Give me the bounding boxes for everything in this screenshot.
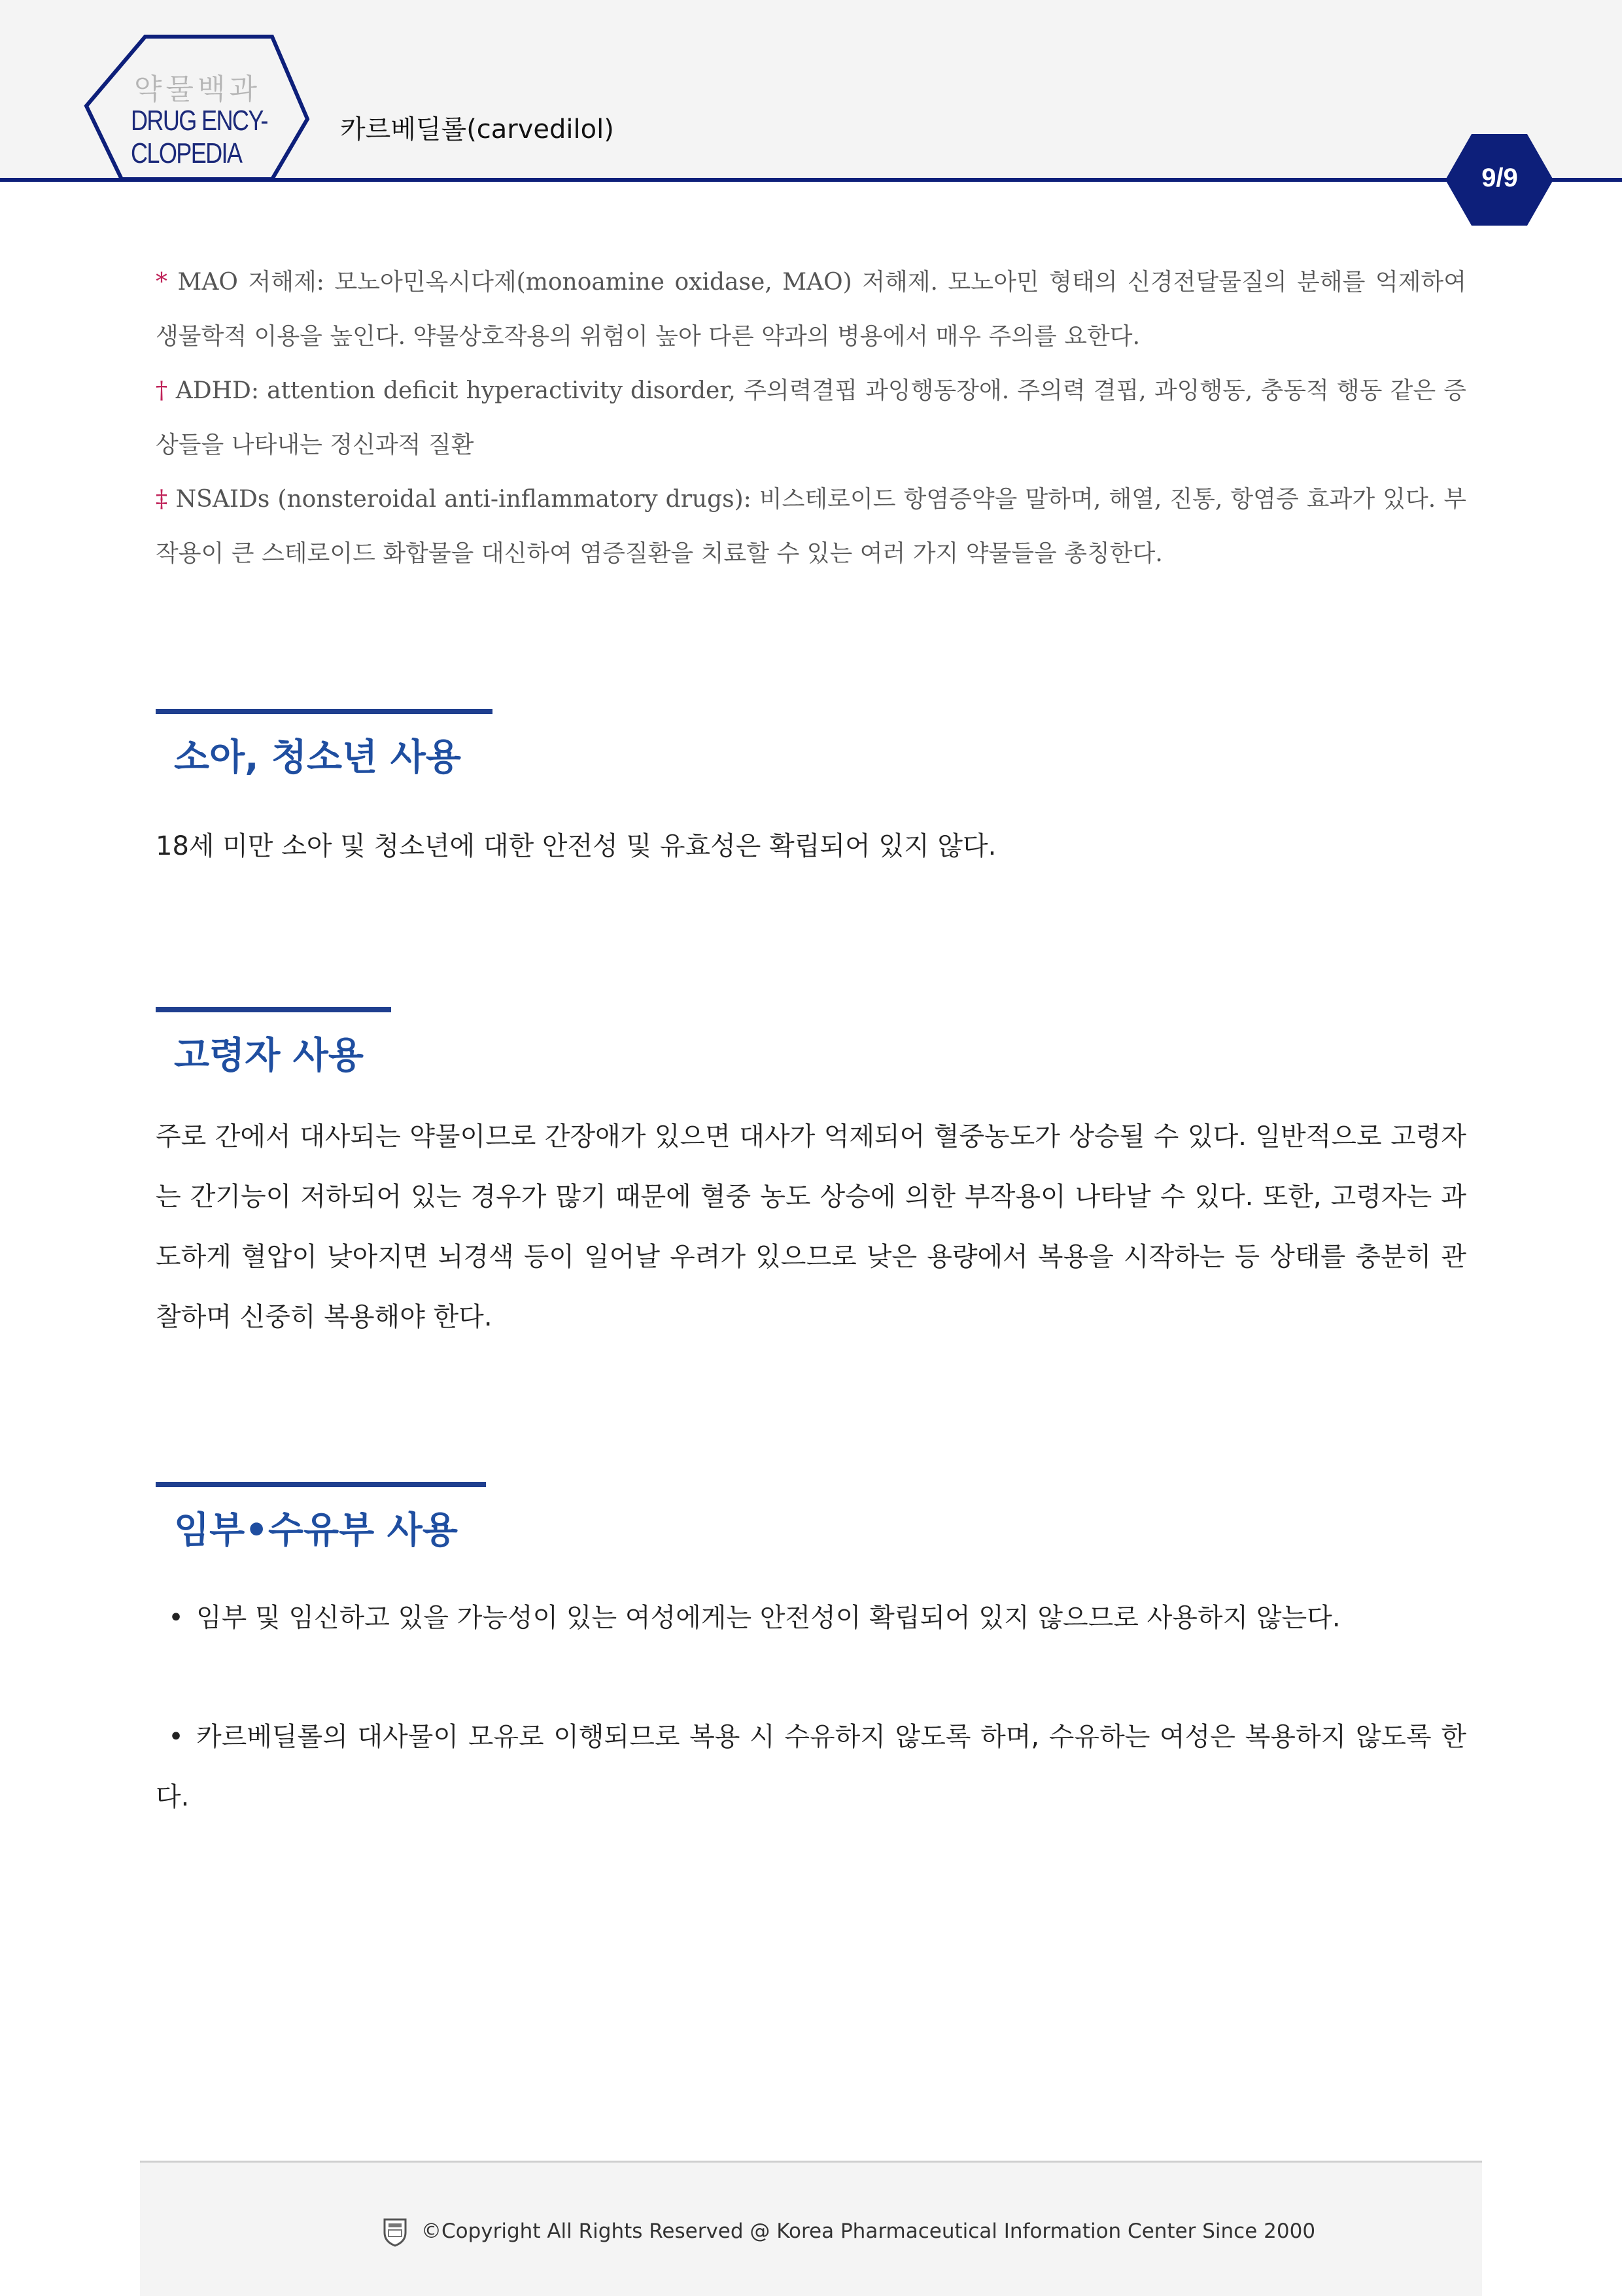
section-elderly-heading: [156, 1007, 391, 1079]
section-pregnancy-item-2: • 카르베딜롤의 대사물이 모유로 이행되므로 복용 시 수유하지 않도록 하며, 수유하는 여성은 복용하지 않도록 한다.: [156, 1707, 1466, 1827]
logo-korean: 약물백과: [134, 73, 262, 106]
section-pediatric-heading: [156, 709, 492, 781]
section-title: 임부•수유부 사용: [174, 1509, 458, 1552]
bullet-icon: •: [168, 1603, 184, 1633]
logo-english: DRUG ENCY- CLOPEDIA: [131, 105, 267, 169]
footnotes: [156, 255, 1466, 581]
section-elderly-body: 주로 간에서 대사되는 약물이므로 간장애가 있으면 대사가 억제되어 혈중농도가 상승될 수 있다. 일반적으로 고령자는 간기능이 저하되어 있는 경우가 많기 때문에 혈중 농도 상승에 의한 부작용이 나타날 수 있다. 또한, 고령자는 과도하게 혈압이 낮아지면 뇌경색 등이 일어날 우려가 있으므로 낮은 용량에서 복용을 시작하는 등 상태를 충분히 관찰하며 신중히 복용해야 한다.: [156, 1122, 1466, 1332]
section-title: 고령자 사용: [174, 1035, 364, 1077]
section-title: 소아, 청소년 사용: [174, 736, 461, 779]
section-bar: [156, 1007, 391, 1012]
footnote-mao: * MAO 저해제: 모노아민옥시다제(monoamine oxidase, MAO) 저해제. 모노아민 형태의 신경전달물질의 분해를 억제하여 생물학적 이용을 높인다. 약물상호작용의 위험이 높아 다른 약과의 병용에서 매우 주의를 요한다.: [156, 269, 1466, 350]
section-pediatric-body: 18세 미만 소아 및 청소년에 대한 안전성 및 유효성은 확립되어 있지 않다.: [156, 831, 997, 861]
footnote-nsaids: ‡ NSAIDs (nonsteroidal anti-inflammatory drugs): 비스테로이드 항염증약을 말하며, 해열, 진통, 항염증 효과가 있다. 부작용이 큰 스테로이드 화합물을 대신하여 염증질환을 치료할 수 있는 여러 가지 약물들을 총칭한다.: [156, 486, 1466, 567]
shield-seal-icon: [382, 2216, 408, 2247]
section-pregnancy-item-1: • 임부 및 임신하고 있을 가능성이 있는 여성에게는 안전성이 확립되어 있지 않으므로 사용하지 않는다.: [156, 1588, 1466, 1648]
copyright-text: ©Copyright All Rights Reserved @ Korea Pharmaceutical Information Center Since 2000: [421, 2219, 1316, 2243]
section-bar: [156, 709, 492, 714]
document-title: 카르베딜롤(carvedilol): [340, 114, 614, 145]
page-number: 9/9: [1481, 163, 1518, 192]
section-pregnancy-heading: [156, 1482, 486, 1554]
section-bar: [156, 1482, 486, 1487]
footer: [382, 2213, 1315, 2250]
bullet-icon: •: [168, 1722, 184, 1752]
footnote-adhd: † ADHD: attention deficit hyperactivity disorder, 주의력결핍 과잉행동장애. 주의력 결핍, 과잉행동, 충동적 행동 같은 증상들을 나타내는 정신과적 질환: [156, 377, 1466, 458]
